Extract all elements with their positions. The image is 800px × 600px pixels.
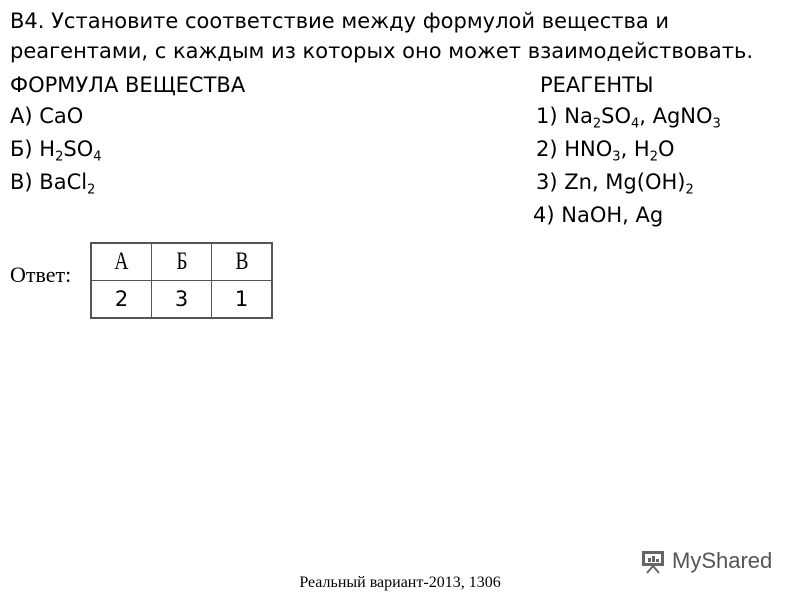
question-text: В4. Установите соответствие между формулой вещества и реагентами, с каждым из которых оно может взаимодействовать. — [10, 9, 754, 63]
header-reagents: РЕАГЕНТЫ — [540, 73, 654, 97]
answer-value-cell: 1 — [212, 281, 273, 319]
reagent-formula: $HNO_3$, $H_2O$ — [564, 137, 675, 165]
substance-formula: $H_2SO_4$ — [39, 137, 102, 165]
watermark — [640, 548, 772, 574]
substance-label: А) — [10, 104, 33, 128]
watermark-text: MyShared — [672, 548, 773, 573]
substance-formula: CaO — [39, 104, 84, 128]
answer-value-cell: 3 — [152, 281, 212, 319]
answer-value-row — [91, 281, 272, 319]
reagent-formula: Zn, $Mg(OH)_2$ — [564, 170, 694, 198]
presentation-board-icon — [640, 548, 666, 574]
substance-v — [10, 167, 95, 197]
reagent-4 — [533, 200, 663, 230]
substance-formula: BaCl$_2$ — [39, 170, 96, 198]
reagent-3 — [536, 167, 694, 197]
answer-table — [90, 242, 273, 319]
reagent-formula: $Na_2SO_4$, AgNO$_3$ — [564, 104, 721, 132]
header-substance-formula: ФОРМУЛА ВЕЩЕСТВА — [10, 73, 246, 97]
reagent-label: 4) — [533, 203, 555, 227]
answer-label: Ответ: — [10, 262, 72, 287]
reagent-formula: NaOH, Ag — [561, 203, 664, 227]
reagent-label: 2) — [536, 137, 558, 161]
reagent-1 — [536, 101, 721, 131]
substance-label: Б) — [10, 137, 33, 161]
answer-header-cell: Б — [158, 243, 205, 281]
answer-header-row — [91, 243, 272, 281]
reagent-2 — [536, 134, 675, 164]
answer-header-cell: А — [98, 243, 145, 281]
reagent-label: 1) — [536, 104, 558, 128]
footer-source: Реальный вариант-2013, 1306 — [299, 574, 501, 591]
substance-a — [10, 101, 83, 131]
reagent-label: 3) — [536, 170, 558, 194]
substance-label: В) — [10, 170, 33, 194]
answer-header-cell: В — [218, 243, 265, 281]
answer-value-cell: 2 — [91, 281, 152, 319]
substance-b — [10, 134, 102, 164]
